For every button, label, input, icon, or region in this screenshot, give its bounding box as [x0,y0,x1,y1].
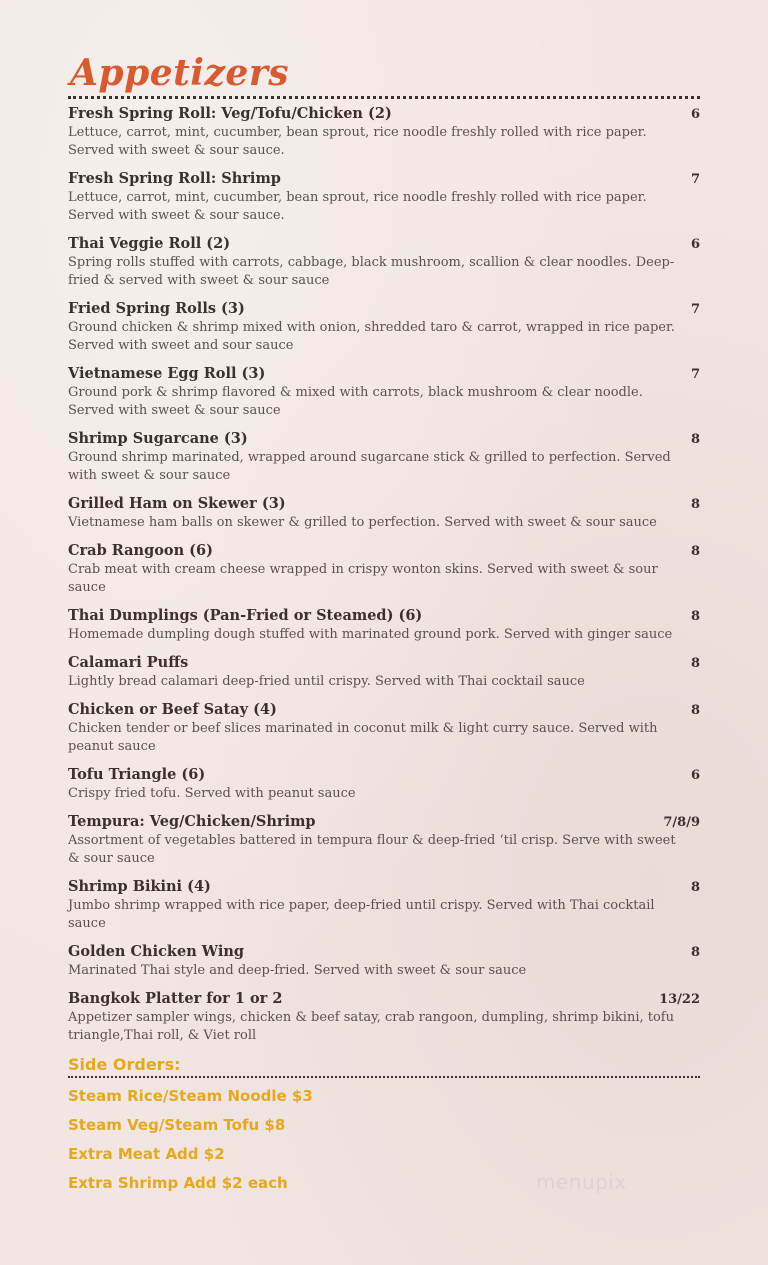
menu-item-header [68,170,700,189]
menu-item-name: Shrimp Bikini (4) [68,878,211,895]
menu-item-header [68,766,700,785]
menu-item [68,430,700,485]
menu-item-description: Jumbo shrimp wrapped with rice paper, deep-fried until crispy. Served with Thai cocktail sauce [68,898,655,931]
menu-item [68,654,700,691]
menu-item-header [68,813,700,832]
menu-item-header [68,235,700,254]
menu-item-description: Appetizer sampler wings, chicken & beef satay, crab rangoon, dumpling, shrimp bikini, tofu triangle,Thai roll, & Viet roll [68,1010,674,1043]
menu-item [68,235,700,290]
menu-item-price: 8 [690,656,700,671]
menu-item-description: Assortment of vegetables battered in tempura flour & deep-fried ‘til crisp. Serve with sweet & sour sauce [68,833,676,866]
menu-item-header [68,365,700,384]
menu-item-name: Fried Spring Rolls (3) [68,300,245,317]
menu-item-price: 7 [690,172,700,187]
menu-item-name: Vietnamese Egg Roll (3) [68,365,266,382]
menu-item-description: Lightly bread calamari deep-fried until crispy. Served with Thai cocktail sauce [68,674,585,689]
menu-item-header [68,300,700,319]
menu-item-header [68,878,700,897]
menu-item-name: Grilled Ham on Skewer (3) [68,495,286,512]
menu-item-description: Crispy fried tofu. Served with peanut sauce [68,786,356,801]
side-order-item: Steam Rice/Steam Noodle $3 [68,1087,313,1105]
menu-item-description: Ground pork & shrimp flavored & mixed with carrots, black mushroom & clear noodle. Served with sweet & sour sauce [68,385,643,418]
menu-item-name: Thai Dumplings (Pan-Fried or Steamed) (6) [68,607,423,624]
side-orders-divider [68,1076,700,1078]
menu-item [68,495,700,532]
title-divider [68,96,700,99]
menu-item-description: Lettuce, carrot, mint, cucumber, bean sprout, rice noodle freshly rolled with rice paper. Served with sweet & sour sauce. [68,125,647,158]
menu-item-header [68,990,700,1009]
menu-item-name: Chicken or Beef Satay (4) [68,701,277,718]
menu-item-price: 8 [690,880,700,895]
menu-item-header [68,542,700,561]
menu-item-price: 8 [690,432,700,447]
menu-item [68,701,700,756]
menu-item-price: 8 [690,544,700,559]
menu-item-description: Crab meat with cream cheese wrapped in crispy wonton skins. Served with sweet & sour sauce [68,562,658,595]
menu-item-price: 6 [690,237,700,252]
side-order-item: Extra Meat Add $2 [68,1145,225,1163]
menu-item-header [68,430,700,449]
menu-item-description: Homemade dumpling dough stuffed with marinated ground pork. Served with ginger sauce [68,627,673,642]
menu-item-price: 6 [690,768,700,783]
menu-item-price: 7 [690,367,700,382]
menu-item-description: Marinated Thai style and deep-fried. Served with sweet & sour sauce [68,963,527,978]
side-order-item: Extra Shrimp Add $2 each [68,1174,288,1192]
menu-item-header [68,943,700,962]
menu-item-name: Crab Rangoon (6) [68,542,213,559]
menu-item-name: Calamari Puffs [68,654,189,671]
menu-item [68,943,700,980]
menu-item [68,300,700,355]
menu-item-name: Thai Veggie Roll (2) [68,235,231,252]
menu-item-description: Chicken tender or beef slices marinated in coconut milk & light curry sauce. Served with peanut sauce [68,721,658,754]
menu-item-name: Golden Chicken Wing [68,943,245,960]
menu-item-price: 8 [690,497,700,512]
menu-item-price: 8 [690,609,700,624]
menu-item-price: 6 [690,107,700,122]
menu-page [68,50,700,1198]
menu-item-price: 8 [690,703,700,718]
section-title: Appetizers [70,52,290,94]
menu-item [68,766,700,803]
menu-item [68,813,700,868]
menu-item-name: Bangkok Platter for 1 or 2 [68,990,283,1007]
watermark: menupix [536,1170,627,1194]
menu-item-description: Vietnamese ham balls on skewer & grilled to perfection. Served with sweet & sour sauce [68,515,657,530]
menu-item [68,365,700,420]
menu-item-name: Fresh Spring Roll: Shrimp [68,170,281,187]
menu-item [68,170,700,225]
menu-item-description: Ground shrimp marinated, wrapped around sugarcane stick & grilled to perfection. Served with sweet & sour sauce [68,450,671,483]
menu-item [68,607,700,644]
menu-item-price: 13/22 [659,992,700,1007]
menu-item [68,878,700,933]
menu-item-header [68,701,700,720]
menu-item [68,542,700,597]
menu-item-name: Tofu Triangle (6) [68,766,206,783]
menu-item-header [68,607,700,626]
side-orders-title: Side Orders: [68,1055,181,1074]
menu-item-name: Shrimp Sugarcane (3) [68,430,248,447]
menu-item-description: Spring rolls stuffed with carrots, cabbage, black mushroom, scallion & clear noodles. Deep-fried & served with sweet & sour sauce [68,255,675,288]
menu-item-price: 7/8/9 [663,815,700,830]
menu-item-description: Lettuce, carrot, mint, cucumber, bean sprout, rice noodle freshly rolled with rice paper. Served with sweet & sour sauce. [68,190,647,223]
menu-item-header [68,495,700,514]
menu-item-price: 7 [690,302,700,317]
menu-item-header [68,654,700,673]
menu-item-header [68,105,700,124]
appetizer-list [68,105,700,1045]
menu-item-name: Fresh Spring Roll: Veg/Tofu/Chicken (2) [68,105,392,122]
menu-item [68,105,700,160]
menu-item-price: 8 [690,945,700,960]
menu-item-name: Tempura: Veg/Chicken/Shrimp [68,813,316,830]
menu-item [68,990,700,1045]
side-order-item: Steam Veg/Steam Tofu $8 [68,1116,286,1134]
menu-item-description: Ground chicken & shrimp mixed with onion, shredded taro & carrot, wrapped in rice paper. Served with sweet and sour sauce [68,320,675,353]
